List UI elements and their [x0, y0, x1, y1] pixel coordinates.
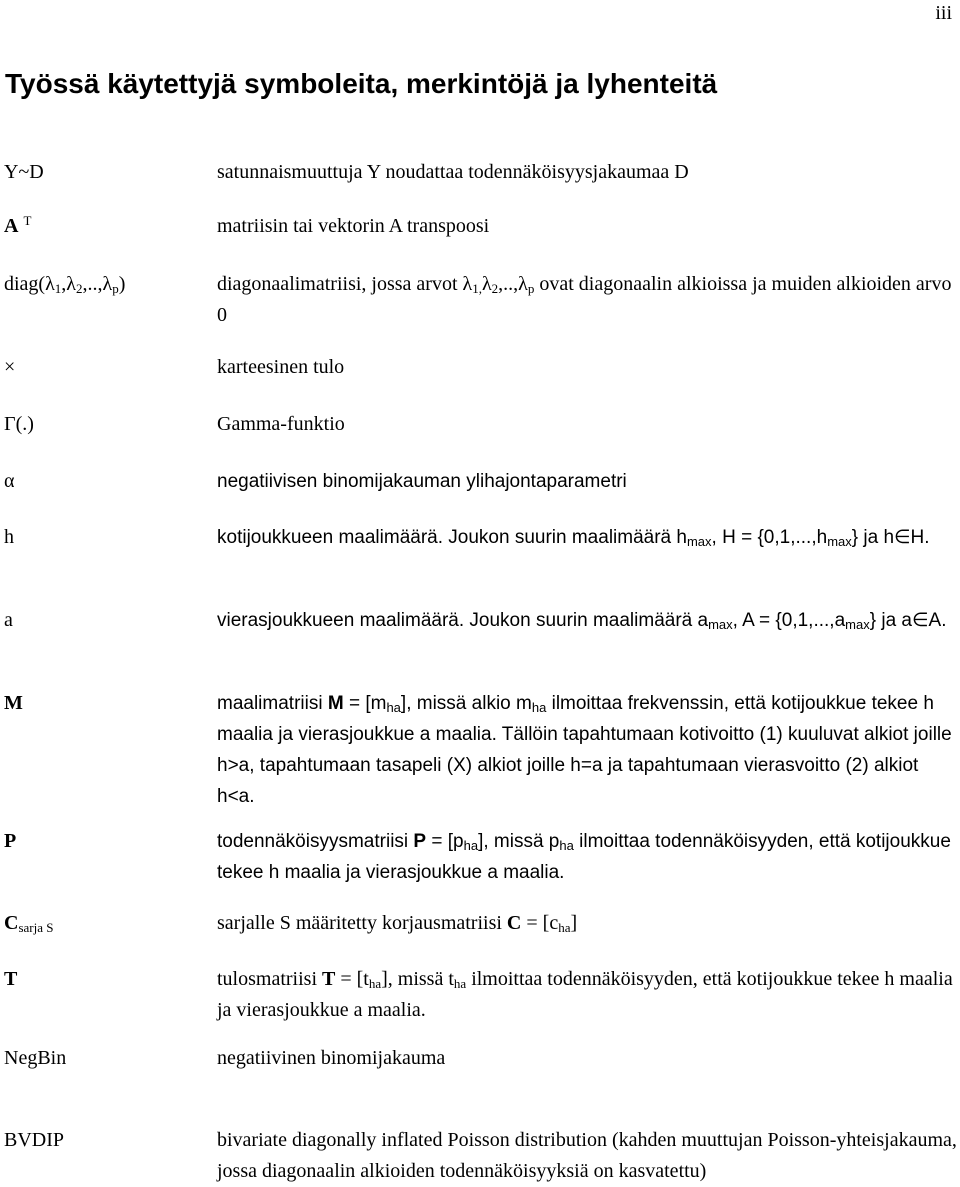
page-number: iii — [935, 2, 952, 24]
description: negatiivinen binomijakauma — [217, 1047, 446, 1069]
symbol-diag: $diag(\lambda_1,\lambda_2,..,\lambda_p)$ — [4, 273, 126, 296]
page-title: Työssä käytettyjä symboleita, merkintöjä ja lyhenteitä — [5, 68, 718, 99]
symbol-c-sarja-s: $C_{sarja S}$ — [4, 912, 54, 935]
description: karteesinen tulo — [217, 356, 345, 378]
symbol-y-tilde-d: Y~D — [4, 161, 44, 183]
description: kotijoukkueen maalimäärä. Joukon suurin maalimäärä $h_{max}$, $H = \{0,1,...,h_{max}\}$ ja h∈H. — [217, 527, 930, 549]
description: maalimatriisi $M = [m_{ha}]$, missä alkio $m_{ha}$ ilmoittaa frekvenssin, että kotijoukkue tekee h maalia ja vierasjoukkue a maalia. Tällöin tapahtumaan kotivoitto (1) kuuluvat alkiot joille h>a, tapahtumaan tasapeli (X) alkiot joille h=a ja tapahtumaan vierasvoitto (2) alkiot h<a. — [217, 693, 952, 807]
symbol-h: h — [4, 526, 14, 548]
description: matriisin tai vektorin A transpoosi — [217, 215, 490, 237]
symbol-t: T — [4, 968, 18, 990]
description: todennäköisyysmatriisi $P = [p_{ha}]$, missä $p_{ha}$ ilmoittaa todennäköisyyden, että kotijoukkue tekee h maalia ja vierasjoukkue a maalia. — [217, 831, 951, 883]
description: satunnaismuuttuja Y noudattaa todennäköisyysjakaumaa D — [217, 161, 689, 183]
symbol-a: a — [4, 609, 13, 631]
symbol-a-transpose: A $^T$ — [4, 213, 32, 237]
description: Gamma-funktio — [217, 413, 345, 435]
description: sarjalle S määritetty korjausmatriisi $C = [c_{ha}]$ — [217, 912, 578, 935]
symbol-alpha: α — [4, 470, 15, 492]
description: bivariate diagonally inflated Poisson distribution (kahden muuttujan Poisson-yhteisjakauma, jossa diagonaalin alkioiden todennäköisyyksiä on kasvatettu) — [217, 1129, 957, 1182]
symbol-negbin: NegBin — [4, 1047, 67, 1069]
symbol-bvdip: BVDIP — [4, 1129, 65, 1151]
description: diagonaalimatriisi, jossa arvot $\lambda_{1,}\lambda_2,..,\lambda_p$ ovat diagonaalin alkioissa ja muiden alkioiden arvo 0 — [217, 273, 952, 326]
description: tulosmatriisi $T = [t_{ha}]$, missä $t_{ha}$ ilmoittaa todennäköisyyden, että kotijoukkue tekee h maalia ja vierasjoukkue a maalia. — [217, 968, 953, 1021]
symbol-p: P — [4, 830, 17, 852]
symbol-gamma: Γ(.) — [4, 413, 34, 435]
description: negatiivisen binomijakauman ylihajontaparametri — [217, 471, 627, 492]
symbol-times: × — [4, 356, 16, 378]
description: vierasjoukkueen maalimäärä. Joukon suurin maalimäärä $a_{max}$, $A = \{0,1,...,a_{max}\}$ ja a∈A. — [217, 610, 947, 632]
symbol-m: M — [4, 692, 23, 714]
